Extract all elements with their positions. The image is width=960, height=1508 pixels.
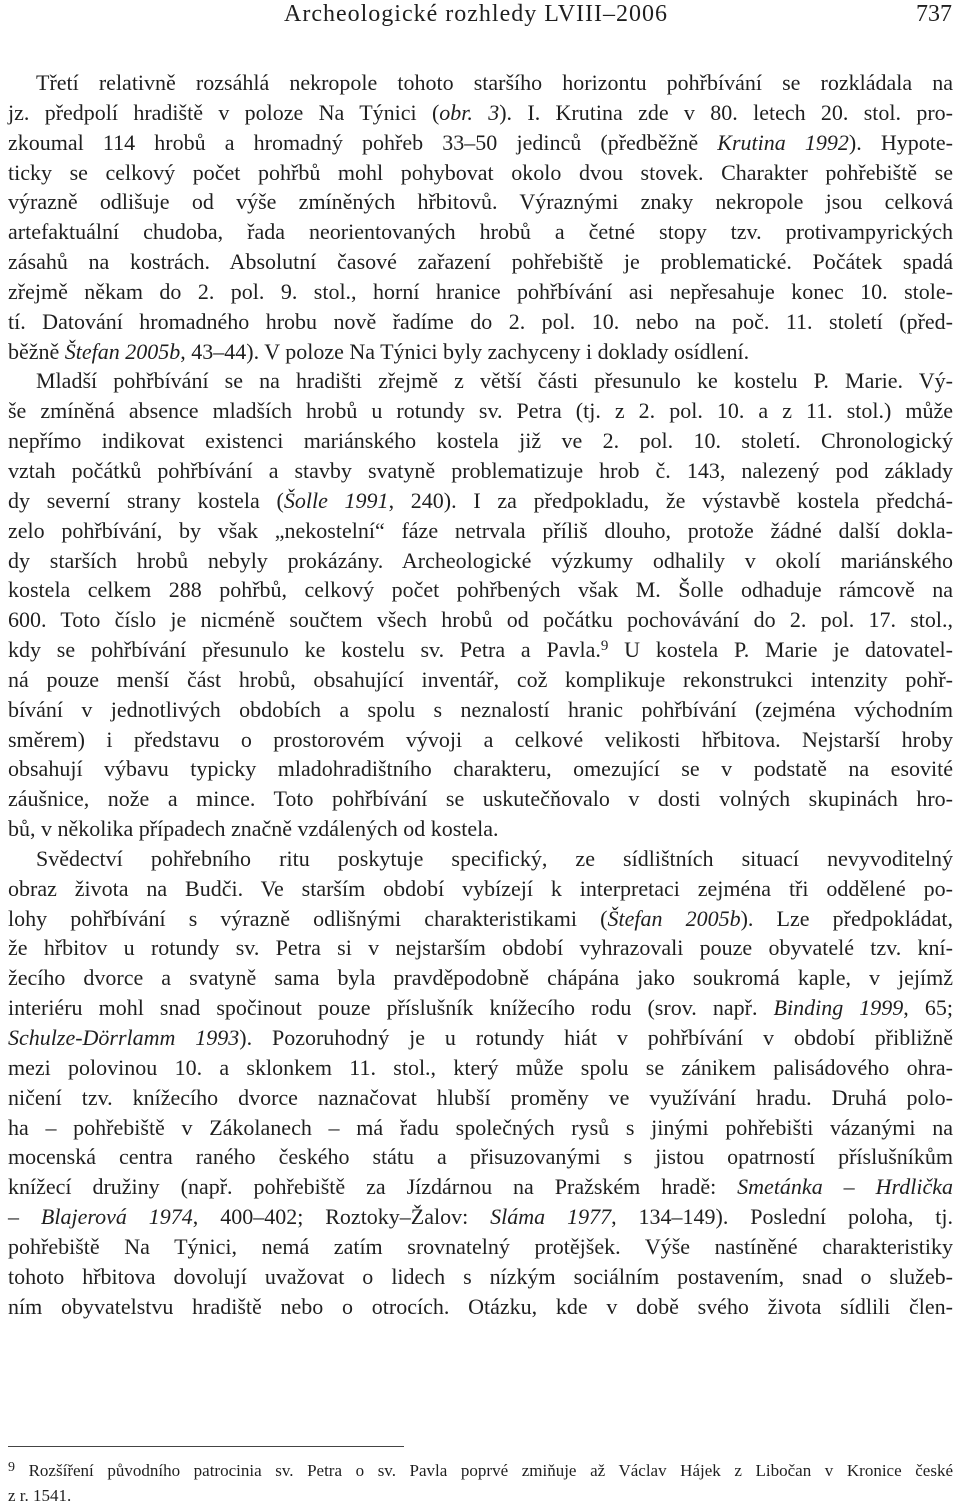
text-line — [8, 1142, 953, 1172]
italic-citation: Schulze-Dörrlamm 1993 — [8, 1025, 240, 1050]
text-run: tohoto hřbitova dovolují uvažovat o lidech s nízkým sociálním postavením, snad o služeb- — [8, 1263, 953, 1289]
text-run: interiéru mohl snad spočinout pouze příslušník knížecího rodu (srov. např. — [8, 995, 774, 1021]
text-line — [8, 1113, 953, 1143]
text-run: obraz života na Budči. Ve starším období vybízejí k interpretaci zejména tři oddělené po- — [8, 875, 953, 901]
text-run: ). Pozoruhodný je u rotundy hiát v pohřbívání v období přibližně — [239, 1025, 953, 1050]
text-run: , 400–402; Roztoky–Žalov: — [192, 1204, 491, 1230]
text-line — [8, 665, 953, 695]
text-line — [8, 98, 953, 128]
text-line — [8, 1023, 953, 1053]
text-line — [8, 1083, 953, 1113]
text-run: zřejmě někam do 2. pol. 9. stol., horní hranice pohřbívání asi nepřesahuje konec 10. stole- — [8, 278, 953, 304]
text-line — [8, 933, 953, 963]
text-run: Rozšíření původního patrocinia sv. Petra o sv. Pavla poprvé zmiňuje až Václav Hájek z Libočan v Kronice české — [15, 1461, 953, 1480]
text-run: mezi polovinou 10. a sklonkem 11. stol., který může spolu se zánikem palisádového ohra- — [8, 1054, 953, 1080]
text-run: bívání v jednotlivých obdobích a spolu s neznalostí hranic pohřbívání (zejména východním — [8, 696, 953, 722]
text-run: U kostela P. Marie je datovatel- — [608, 637, 953, 663]
text-line — [8, 486, 953, 516]
text-line — [8, 874, 953, 904]
footnote-line — [8, 1458, 953, 1483]
text-line — [8, 277, 953, 307]
text-line — [8, 904, 953, 934]
text-line — [8, 158, 953, 188]
text-line — [8, 1232, 953, 1262]
text-line — [8, 1172, 953, 1202]
footnote-divider — [8, 1446, 404, 1447]
body-text — [8, 68, 953, 1321]
text-run: ). Lze předpokládat, — [740, 905, 953, 931]
text-run: Mladší pohřbívání se na hradišti zřejmě z větší části přesunulo ke kostelu P. Marie. Vý- — [36, 368, 953, 394]
text-run: výrazně odlišuje od výše zmíněných hřbitovů. Výraznými znaky nekropole jsou celková — [8, 189, 953, 215]
text-run: dy severní strany kostela ( — [8, 487, 284, 513]
running-header — [0, 0, 960, 28]
text-line — [8, 1292, 953, 1322]
text-line — [8, 844, 953, 874]
text-line — [8, 1202, 953, 1232]
text-line — [8, 605, 953, 635]
text-run: kdy se pohřbívání přesunulo ke kostelu sv. Petra a Pavla. — [8, 637, 601, 663]
text-line — [8, 725, 953, 755]
text-run: 600. Toto číslo je nicméně součtem všech hrobů od počátku pochovávání do 2. pol. 17. stol., — [8, 607, 953, 633]
text-run: bů, v několika případech značně vzdálených od kostela. — [8, 816, 499, 842]
text-run: vztah počátků pohřbívání a stavby svatyně problematizuje hrob č. 143, nalezený pod základy — [8, 457, 953, 483]
text-run: tí. Datování hromadného hrobu nově řadíme do 2. pol. 10. nebo na poč. 11. století (před- — [8, 308, 953, 334]
text-run: , 240). I za předpokladu, že výstavbě kostela předchá- — [388, 487, 953, 513]
text-line — [8, 187, 953, 217]
text-run: ha – pohřebiště v Zákolanech – má řadu společných rysů s jinými pohřebišti vázanými na — [8, 1114, 953, 1140]
footnote-line — [8, 1483, 953, 1508]
text-run: , 65; — [903, 995, 953, 1021]
page-number: 737 — [916, 1, 952, 27]
text-line — [8, 396, 953, 426]
text-line — [8, 516, 953, 546]
text-line — [8, 217, 953, 247]
italic-citation: obr. 3 — [439, 99, 500, 125]
italic-citation: Šolle 1991 — [283, 487, 389, 513]
text-run: ). I. Krutina zde v 80. letech 20. stol. pro- — [499, 99, 954, 125]
text-line — [8, 546, 953, 576]
text-run: ). Hypote- — [848, 129, 953, 155]
text-line — [8, 128, 953, 158]
text-line — [8, 1053, 953, 1083]
text-line — [8, 337, 953, 367]
text-run: zkoumal 114 hrobů a hromadný pohřeb 33–50 jedinců (předběžně — [8, 129, 718, 155]
text-run: že hřbitov u rotundy sv. Petra si v nejstarším období vyhrazovali pouze obyvatelé tzv. kní- — [8, 935, 953, 961]
text-line — [8, 307, 953, 337]
text-run: ním obyvatelstvu hradiště nebo o otrocích. Otázku, kde v době svého života sídlili člen- — [8, 1293, 953, 1319]
text-run: záušnice, nože a mince. Toto pohřbívání se uskutečňovalo v dosti volných skupinách hro- — [8, 786, 953, 812]
text-run: z r. 1541. — [8, 1486, 72, 1505]
text-run: artefaktuální chudoba, řada neorientovaných hrobů a četné stopy tzv. protivampyrických — [8, 219, 953, 245]
text-run: žecího dvorce a svatyně sama byla pravděpodobně chápána jako soukromá kaple, v jejímž — [8, 965, 953, 991]
text-run: pohřebiště Na Týnici, nemá zatím srovnatelný protějšek. Výše nastíněné charakteristiky — [8, 1233, 953, 1259]
text-run: ticky se celkový počet pohřbů mohl pohybovat okolo dvou stovek. Charakter pohřebiště se — [8, 159, 953, 185]
text-run: ná pouze menší část hrobů, obsahující inventář, což komplikuje rekonstrukci intenzity pohř- — [8, 666, 953, 692]
italic-citation: Binding 1999 — [773, 995, 904, 1021]
text-line — [8, 635, 953, 665]
text-line — [8, 426, 953, 456]
italic-citation: Štefan 2005b — [607, 905, 741, 931]
text-run: zelo pohřbívání, by však „nekostelní“ fáze netrvala příliš dlouho, protože žádné další dokla- — [8, 517, 953, 543]
text-line — [8, 247, 953, 277]
text-line — [8, 575, 953, 605]
text-run: dy starších hrobů nebyly prokázány. Archeologické výzkumy odhalily v okolí mariánského — [8, 547, 953, 573]
text-line — [8, 695, 953, 725]
journal-title: Archeologické rozhledy LVIII–2006 — [284, 1, 668, 27]
italic-citation: – Blajerová 1974 — [8, 1204, 193, 1230]
text-run: obsahují výbavu typicky mladohradištního charakteru, omezující se v podstatě na esovité — [8, 756, 953, 782]
text-line — [8, 814, 953, 844]
text-line — [8, 993, 953, 1023]
text-line — [8, 754, 953, 784]
text-run: knížecí družiny (např. pohřebiště za Jízdárnou na Pražském hradě: — [8, 1174, 738, 1200]
italic-citation: Sláma 1977 — [490, 1204, 612, 1230]
text-run: jz. předpolí hradiště v poloze Na Týnici ( — [8, 99, 440, 125]
text-run: lohy pohřbívání s výrazně odlišnými charakteristikami ( — [8, 905, 608, 931]
text-line — [8, 1262, 953, 1292]
text-run: nepřímo indikovat existenci mariánského kostela již ve 2. pol. 10. století. Chronologický — [8, 428, 953, 454]
text-run: mocenská centra raného českého státu a přisuzovanými s jistou opatrností příslušníkům — [8, 1144, 953, 1170]
italic-citation: Krutina 1992 — [717, 129, 849, 155]
footnote — [8, 1458, 953, 1508]
footnote-ref: 9 — [600, 638, 609, 655]
text-line — [8, 366, 953, 396]
text-run: ničení tzv. knížecího dvorce naznačovat hlubší proměny ve využívání hradu. Druhá polo- — [8, 1084, 953, 1110]
italic-citation: Smetánka – Hrdlička — [737, 1174, 953, 1200]
footnote-ref: 9 — [8, 1460, 15, 1475]
text-line — [8, 963, 953, 993]
text-run: , 134–149). Poslední poloha, tj. — [611, 1204, 954, 1230]
text-run: , 43–44). V poloze Na Týnici byly zachyceny i doklady osídlení. — [180, 338, 750, 364]
text-run: zásahů na kostrách. Absolutní časové zařazení pohřebiště je problematické. Počátek spadá — [8, 249, 953, 275]
text-run: še zmíněná absence mladších hrobů u rotundy sv. Petra (tj. z 2. pol. 10. a z 11. stol.) může — [8, 398, 953, 424]
text-line — [8, 456, 953, 486]
text-run: Svědectví pohřebního ritu poskytuje specifický, ze sídlištních situací nevyvoditelný — [36, 845, 953, 871]
italic-citation: Štefan 2005b — [64, 338, 181, 364]
text-run: kostela celkem 288 pohřbů, celkový počet pohřbených však M. Šolle odhaduje rámcově na — [8, 577, 953, 603]
text-line — [8, 784, 953, 814]
text-line — [8, 68, 953, 98]
text-run: běžně — [8, 338, 65, 364]
text-run: směrem) i představu o prostorovém vývoji a celkové velikosti hřbitova. Nejstarší hroby — [8, 726, 953, 752]
text-run: Třetí relativně rozsáhlá nekropole tohoto staršího horizontu pohřbívání se rozkládala na — [36, 70, 953, 95]
